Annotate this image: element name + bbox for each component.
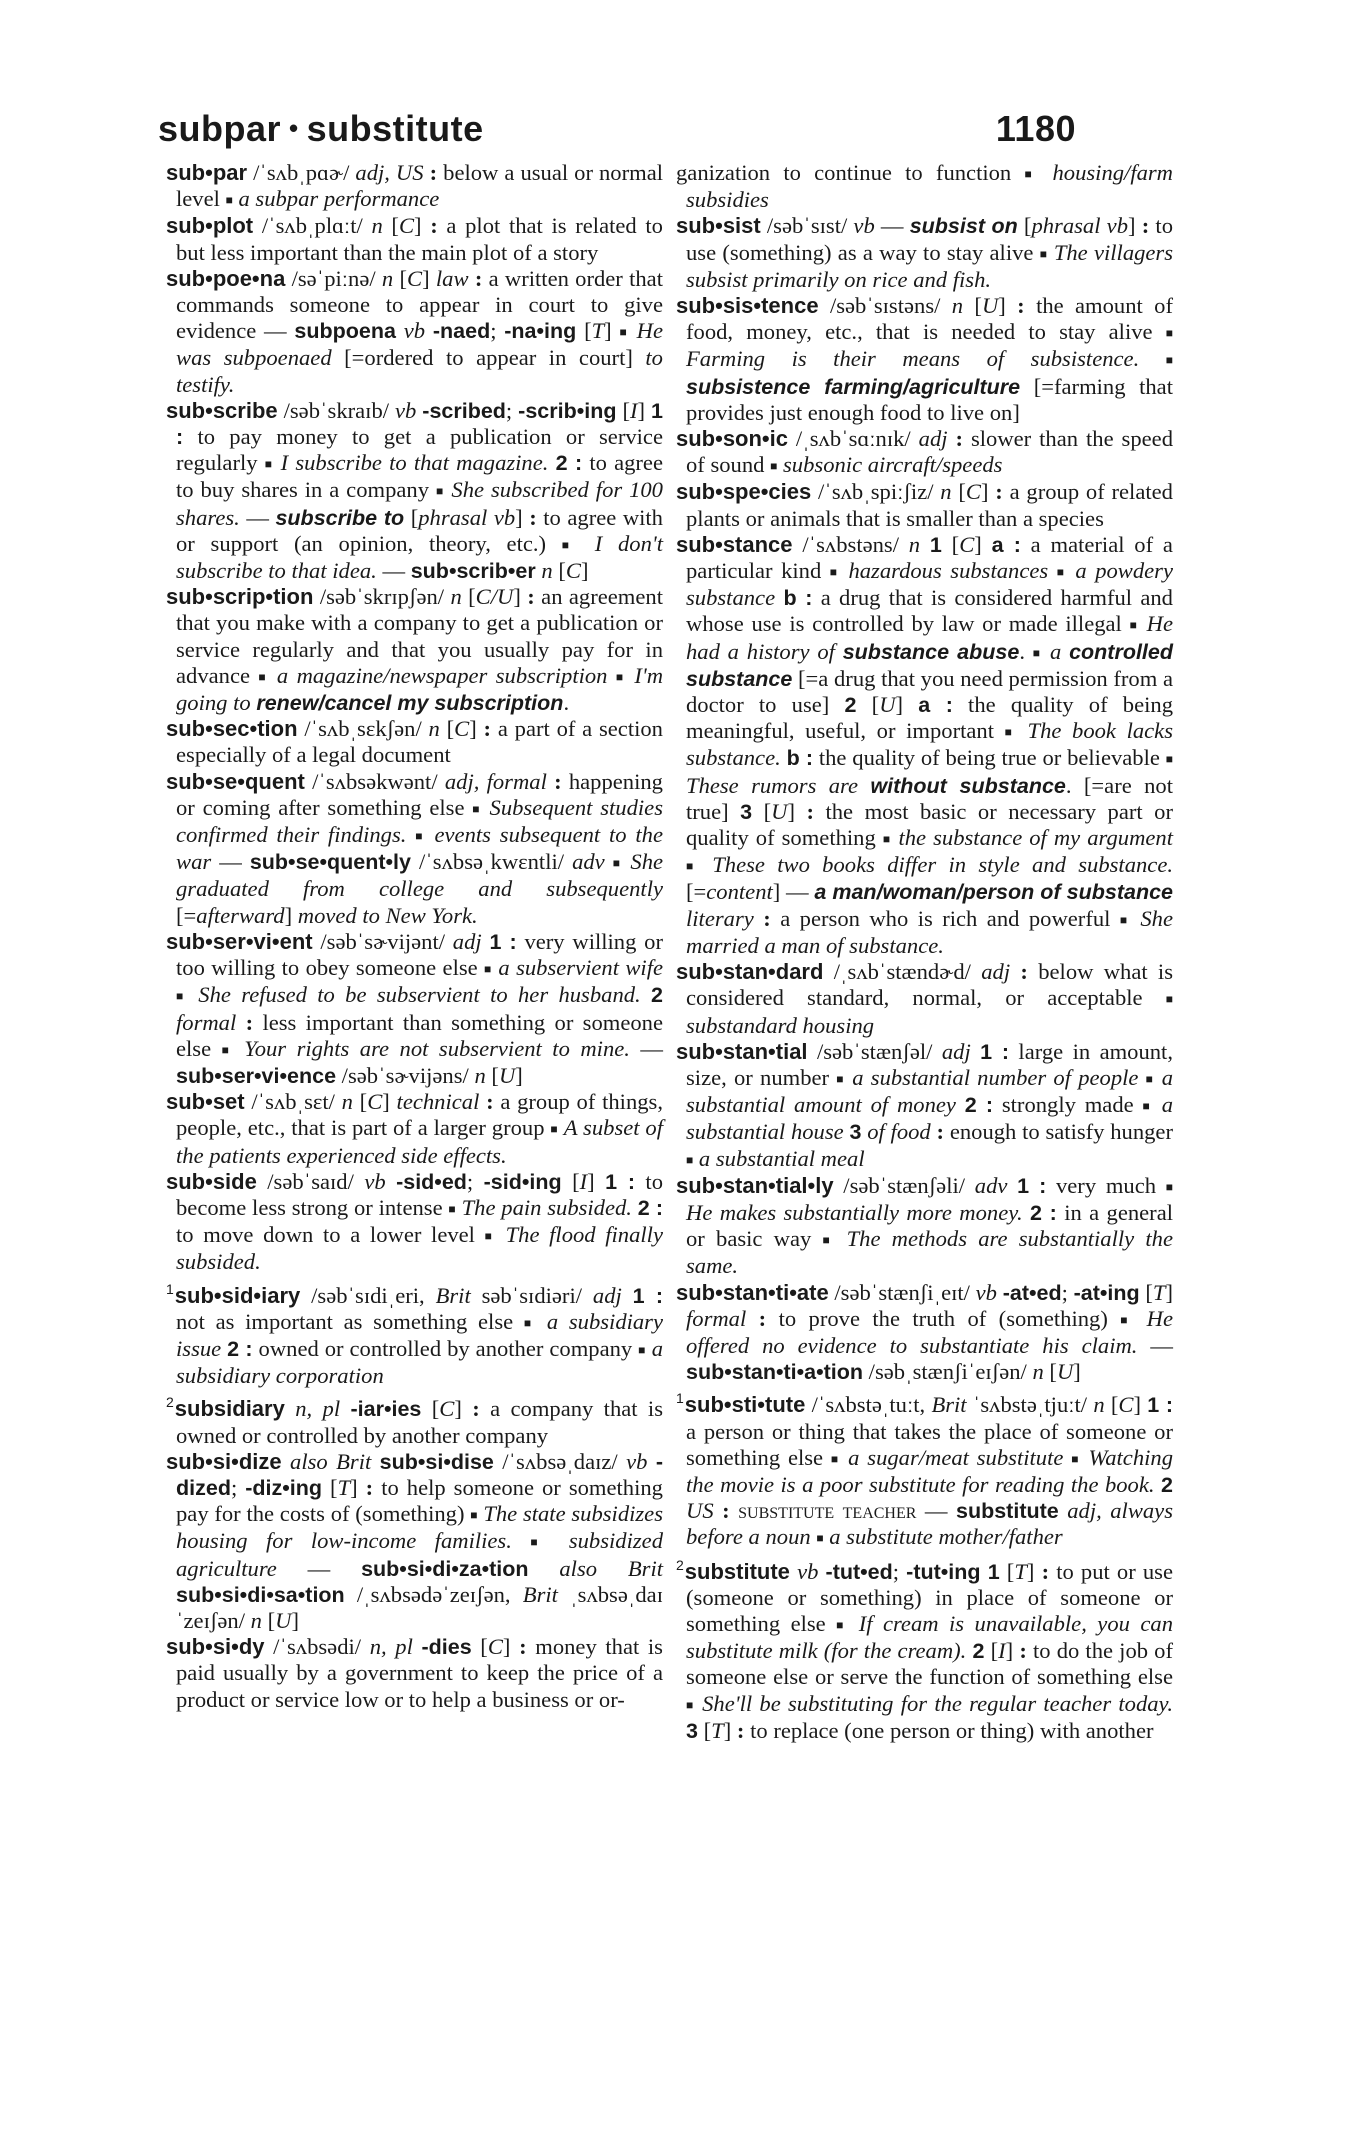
page-number: 1180 — [995, 108, 1076, 149]
running-head-guide-words — [158, 108, 484, 150]
dictionary-entry-substantially: sub•stan•tial•ly /səbˈstænʃəli/ adv 1 : very much ■ He makes substantially more money. 2 : in a general or basic way ■ The methods are substantially the same. — [676, 1172, 1174, 1279]
dictionary-entry-substitute-1: $^1$sub•sti•tute /ˈsʌbstəˌtuːt, Brit ˈsʌbstəˌtjuːt/ n [C] 1 : a person or thing that takes the place of someone or something else ■ a sugar/meat substitute ■ Watching the movie is a poor substitute for reading the book. 2 US : substitute teacher — substitute adj, always before a noun ■ a substitute mother/father — [676, 1390, 1174, 1550]
dictionary-entry-subset: sub•set /ˈsʌbˌsɛt/ n [C] technical : a group of things, people, etc., that is part of a larger group ■ A subset of the patients experienced side effects. — [166, 1089, 664, 1168]
dictionary-entry-subsidiary-1: $^1$sub•sid•iary /səbˈsɪdiˌeri, Brit səbˈsɪdiəri/ adj 1 : not as important as something else ■ a subsidiary issue 2 : owned or controlled by another company ■ a subsidiary corporation — [166, 1280, 664, 1389]
dictionary-entry-substantiate: sub•stan•ti•ate /səbˈstænʃiˌeɪt/ vb -at•ed; -at•ing [T] formal : to prove the truth of (something) ■ He offered no evidence to substantiate his claim. — sub•stan•ti•a•tion /səbˌstænʃiˈeɪʃən/ n [U] — [676, 1279, 1174, 1385]
dictionary-entry-substitute-2: $^2$substitute vb -tut•ed; -tut•ing 1 [T] : to put or use (someone or something) in place of someone or something else ■ If cream is unavailable, you can substitute milk (for the cream). 2 [I] : to do the job of someone else or serve the function of something else ■ She'll be substituting for the regular teacher today. 3 [T] : to replace (one person or thing) with another — [676, 1556, 1173, 1743]
dictionary-entry-subsistence: sub•sis•tence /səbˈsɪstəns/ n [U] : the amount of food, money, etc., that is needed to stay alive ■ Farming is their means of subsistence. ■ subsistence farming/agriculture [=farming that provides just enough food to live on] — [676, 293, 1173, 425]
dictionary-entry-subspecies: sub•spe•cies /ˈsʌbˌspiːʃiz/ n [C] : a group of related plants or animals that is smaller than a species — [676, 479, 1173, 531]
dictionary-entry-subplot: sub•plot /ˈsʌbˌplɑːt/ n [C] : a plot that is related to but less important than the main plot of a story — [166, 213, 663, 265]
dictionary-entry-substantial: sub•stan•tial /səbˈstænʃəl/ adj 1 : large in amount, size, or number ■ a substantial number of people ■ a substantial amount of money 2 : strongly made ■ a substantial house 3 of food : enough to satisfy hunger ■ a substantial meal — [676, 1038, 1174, 1171]
dictionary-entry-subpoena: sub•poe•na /səˈpiːnə/ n [C] law : a written order that commands someone to appear in court to give evidence — subpoena vb -naed; -na•ing [T] ■ He was subpoenaed [=ordered to appear in court] to testify. — [166, 265, 663, 397]
guide-word-last: substitute — [306, 108, 484, 149]
dictionary-entry-subsidy-cont: ganization to continue to function ■ housing/farm subsidies — [676, 160, 1173, 213]
left-column — [166, 160, 663, 1713]
right-column — [676, 160, 1173, 1744]
dictionary-entry-subservient: sub•ser•vi•ent /səbˈsɚvijənt/ adj 1 : very willing or too willing to obey someone else ■ a subservient wife ■ She refused to be subservient to her husband. 2 formal : less important than something or someone else ■ Your rights are not subservient to mine. — sub•ser•vi•ence /səbˈsɚvijəns/ n [U] — [166, 928, 664, 1088]
dictionary-entry-subsection: sub•sec•tion /ˈsʌbˌsɛkʃən/ n [C] : a part of a section especially of a legal document — [166, 716, 663, 768]
dictionary-entry-subside: sub•side /səbˈsaɪd/ vb -sid•ed; -sid•ing [I] 1 : to become less strong or intense ■ The pain subsided. 2 : to move down to a lower level ■ The flood finally subsided. — [166, 1168, 663, 1275]
dictionary-entry-subsist: sub•sist /səbˈsɪst/ vb — subsist on [phrasal vb] : to use (something) as a way to stay alive ■ The villagers subsist primarily on rice and fish. — [676, 213, 1174, 292]
dictionary-entry-subscribe: sub•scribe /səbˈskraɪb/ vb -scribed; -scrib•ing [I] 1 : to pay money to get a publication or service regularly ■ I subscribe to that magazine. 2 : to agree to buy shares in a company ■ She subscribed for 100 shares. — subscribe to [phrasal vb] : to agree with or support (an opinion, theory, etc.) ■ I don't subscribe to that idea. — sub•scrib•er n [C] — [166, 397, 663, 584]
dictionary-entry-subpar: sub•par /ˈsʌbˌpɑɚ/ adj, US : below a usual or normal level ■ a subpar performance — [166, 160, 664, 212]
dictionary-entry-subsidy: sub•si•dy /ˈsʌbsədi/ n, pl -dies [C] : money that is paid usually by a government to keep the price of a product or service low or to help a business or or- — [166, 1634, 663, 1712]
dictionary-entry-subsonic: sub•son•ic /ˌsʌbˈsɑːnɪk/ adj : slower than the speed of sound ■ subsonic aircraft/speeds — [676, 426, 1173, 478]
guide-separator: • — [289, 113, 299, 143]
guide-word-first: subpar — [158, 108, 282, 149]
dictionary-entry-subsidize: sub•si•dize also Brit sub•si•dise /ˈsʌbsəˌdaɪz/ vb -dized; -diz•ing [T] : to help someone or something pay for the costs of (something) ■ The state subsidizes housing for low-income families. ■ subsidized agriculture — sub•si•di•za•tion also Brit sub•si•di•sa•tion /ˌsʌbsədəˈzeɪʃən, Brit ˌsʌbsəˌdaɪˈzeɪʃən/ n [U] — [166, 1448, 664, 1633]
dictionary-entry-subsidiary-2: $^2$subsidiary n, pl -iar•ies [C] : a company that is owned or controlled by another company — [166, 1394, 663, 1448]
dictionary-entry-substandard: sub•stan•dard /ˌsʌbˈstændɚd/ adj : below what is considered standard, normal, or acceptable ■ substandard housing — [676, 959, 1174, 1038]
dictionary-entry-subsequent: sub•se•quent /ˈsʌbsəkwənt/ adj, formal : happening or coming after something else ■ Subsequent studies confirmed their findings. ■ events subsequent to the war — sub•se•quent•ly /ˈsʌbsəˌkwɛntli/ adv ■ She graduated from college and subsequently [=afterward] moved to New York. — [166, 768, 664, 928]
dictionary-entry-subscription: sub•scrip•tion /səbˈskrɪpʃən/ n [C/U] : an agreement that you make with a company to get a publication or service regularly and that you usually pay for in advance ■ a magazine/newspaper subscription ■ I'm going to renew/cancel my subscription. — [166, 584, 664, 716]
dictionary-entry-substance: sub•stance /ˈsʌbstəns/ n 1 [C] a : a material of a particular kind ■ hazardous substances ■ a powdery substance b : a drug that is considered harmful and whose use is controlled by law or made illegal ■ He had a history of substance abuse. ■ a controlled substance [=a drug that you need permission from a doctor to use] 2 [U] a : the quality of being meaningful, useful, or important ■ The book lacks substance. b : the quality of being true or believable ■ These rumors are without substance. [=are not true] 3 [U] : the most basic or necessary part or quality of something ■ the substance of my argument ■ These two books differ in style and substance. [=content] — a man/woman/person of substance literary : a person who is rich and powerful ■ She married a man of substance. — [676, 531, 1174, 958]
